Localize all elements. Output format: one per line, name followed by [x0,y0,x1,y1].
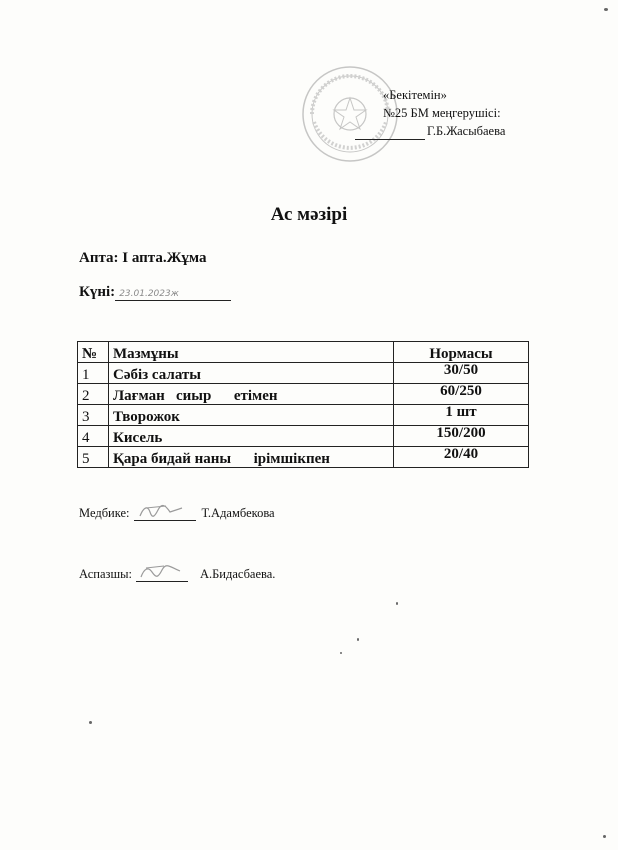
date-row [79,284,231,301]
nurse-signature-row [79,506,275,521]
row-norm: 20/40 [394,447,529,468]
menu-table [77,341,529,468]
handwritten-signature-icon [136,502,186,520]
week-label: Апта: І апта.Жұма [79,250,207,266]
nurse-signature-line [134,506,196,521]
approval-signer-name: Г.Б.Жасыбаева [427,124,506,138]
cook-name: А.Бидасбаева. [199,567,276,581]
date-value-handwritten: 23.01.2023ж [115,288,231,301]
scan-speck [604,8,608,11]
nurse-name: Т.Адамбекова [201,506,275,520]
row-dish: Қара бидай наны ірімшікпен [109,447,394,468]
row-number: 4 [78,426,109,447]
page-title: Ас мәзірі [270,204,348,225]
row-number: 2 [78,384,109,405]
approval-signature-line [355,122,505,140]
table-row [78,447,529,468]
table-row [78,426,529,447]
row-dish: Сәбіз салаты [109,363,394,384]
scan-speck [340,652,342,654]
table-row [78,363,529,384]
table-header-row [78,342,529,363]
row-norm: 150/200 [394,426,529,447]
scan-speck [603,835,606,838]
row-dish: Лағман сиыр етімен [109,384,394,405]
scan-speck [357,638,359,641]
row-norm: 60/250 [394,384,529,405]
table-row [78,384,529,405]
scan-speck [396,602,398,605]
approval-heading: «Бекітемін» [383,88,447,102]
nurse-label: Медбике: [79,506,130,520]
cook-label: Аспазшы: [79,567,132,581]
header-content: Мазмұны [109,342,394,363]
approval-signature-blank [355,127,425,140]
header-norm: Нормасы [394,342,529,363]
scan-speck [89,721,92,724]
date-label: Күні: [79,284,116,300]
row-dish: Кисель [109,426,394,447]
row-dish: Творожок [109,405,394,426]
cook-signature-line [136,567,188,582]
header-number: № [78,342,109,363]
table-row [78,405,529,426]
handwritten-signature-icon [138,563,184,581]
approval-block [355,86,505,140]
row-number: 1 [78,363,109,384]
row-norm: 1 шт [394,405,529,426]
approval-position: №25 БМ меңгерушісі: [383,106,501,120]
row-number: 3 [78,405,109,426]
row-norm: 30/50 [394,363,529,384]
row-number: 5 [78,447,109,468]
cook-signature-row [79,567,275,582]
